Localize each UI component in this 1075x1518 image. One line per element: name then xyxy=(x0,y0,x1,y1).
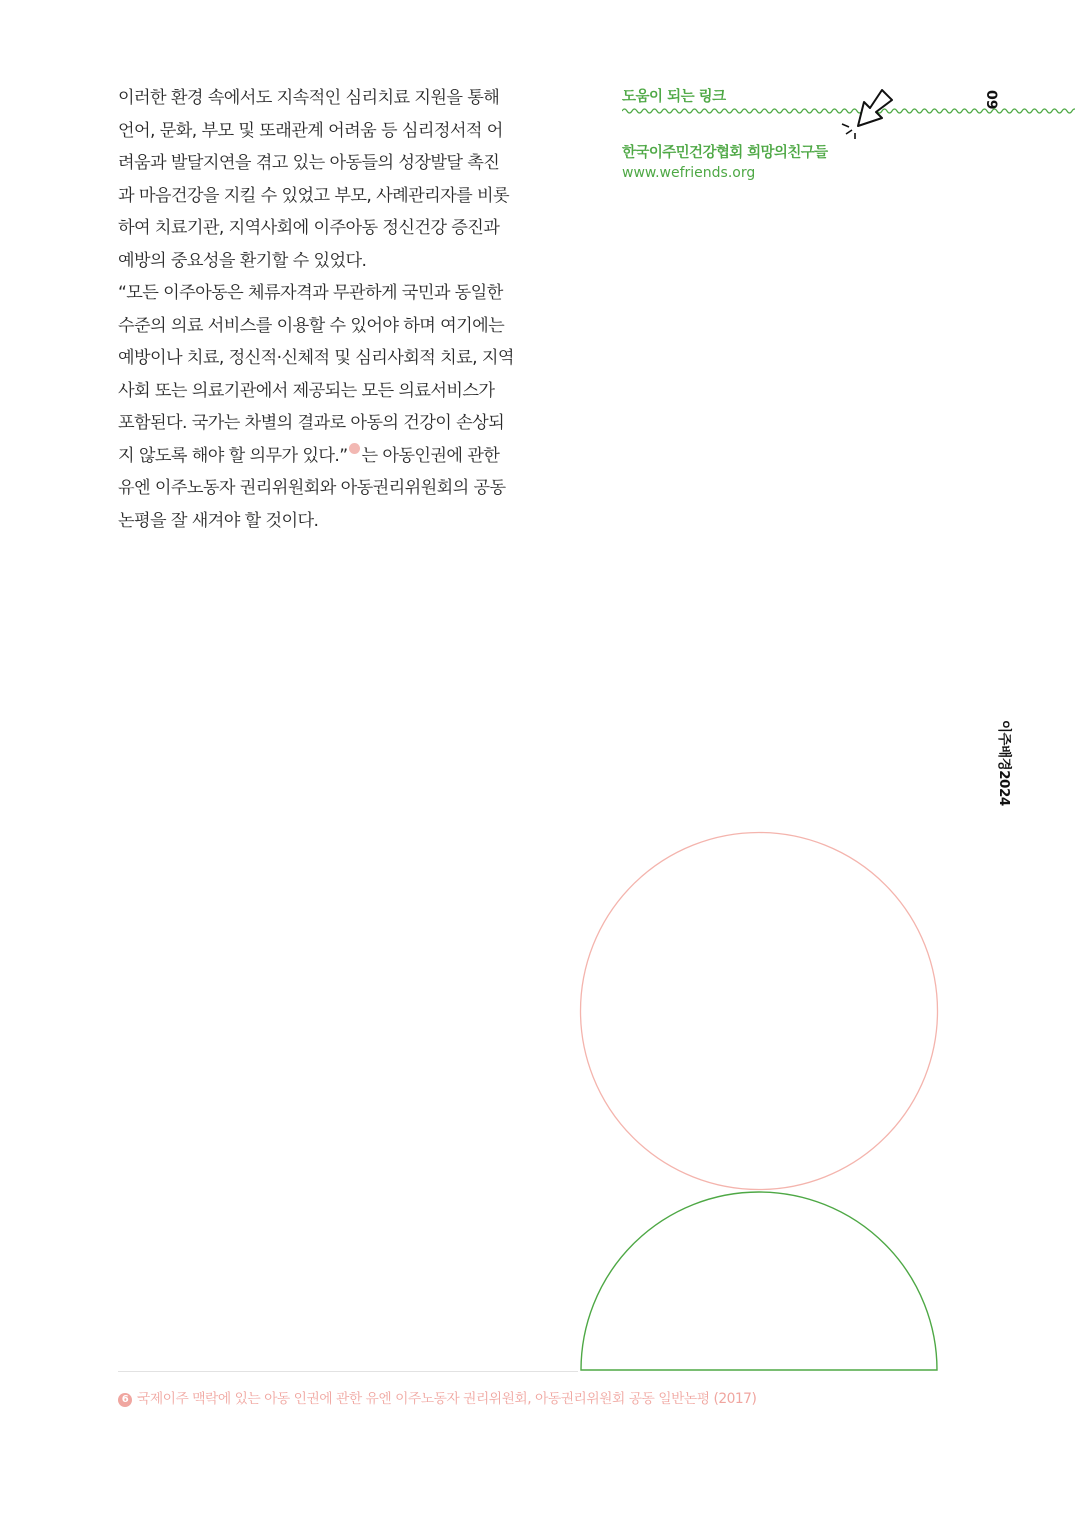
page-number: 09 xyxy=(983,90,999,110)
publication-side-title: 이주배경2024 xyxy=(996,720,1012,806)
organization-link[interactable]: www.wefriends.org xyxy=(622,165,756,181)
body-paragraph-2-rest: 는 아동인권에 관한 유엔 이주노동자 권리위원회와 아동권리위원회의 공동논평을 잘 새겨야 할 것이다. xyxy=(118,445,506,531)
decorative-shapes xyxy=(578,830,942,1375)
green-dome-outline xyxy=(581,1192,937,1370)
body-paragraph-1: 이러한 환경 속에서도 지속적인 심리치료 지원을 통해 언어, 문화, 부모 및 또래관계 어려움 등 심리정서적 어려움과 발달지연을 겪고 있는 아동들의 성장발달 촉진과 마음건강을 지킬 수 있었고 부모, 사례관리자를 비롯하여 치료기관, 지역사회에 이주아동 정신건강 증진과 예방의 중요성을 환기할 수 있었다. xyxy=(118,88,509,271)
footnote-text: 국제이주 맥락에 있는 아동 인권에 관한 유엔 이주노동자 권리위원회, 아동권리위원회 공동 일반논평 (2017) xyxy=(137,1391,757,1407)
body-paragraph-2 xyxy=(118,277,514,537)
cursor-arrow-icon xyxy=(838,88,896,142)
helpful-links-heading: 도움이 되는 링크 xyxy=(622,89,726,105)
footnote-divider xyxy=(118,1371,578,1372)
body-quote: “모든 이주아동은 체류자격과 무관하게 국민과 동일한 수준의 의료 서비스를 이용할 수 있어야 하며 여기에는 예방이나 치료, 정신적·신체적 및 심리사회적 치료, 지역사회 또는 의료기관에서 제공되는 모든 의료서비스가 포함된다. 국가는 차별의 결과로 아동의 건강이 손상되지 않도록 해야 할 의무가 있다.” xyxy=(118,283,514,466)
organization-name: 한국이주민건강협회 희망의친구들 xyxy=(622,145,828,161)
pink-circle-outline xyxy=(581,833,938,1190)
footnote-number-badge: 6 xyxy=(118,1393,132,1407)
main-body-text xyxy=(118,82,514,537)
footnote xyxy=(118,1387,756,1407)
footnote-marker[interactable] xyxy=(349,443,360,454)
